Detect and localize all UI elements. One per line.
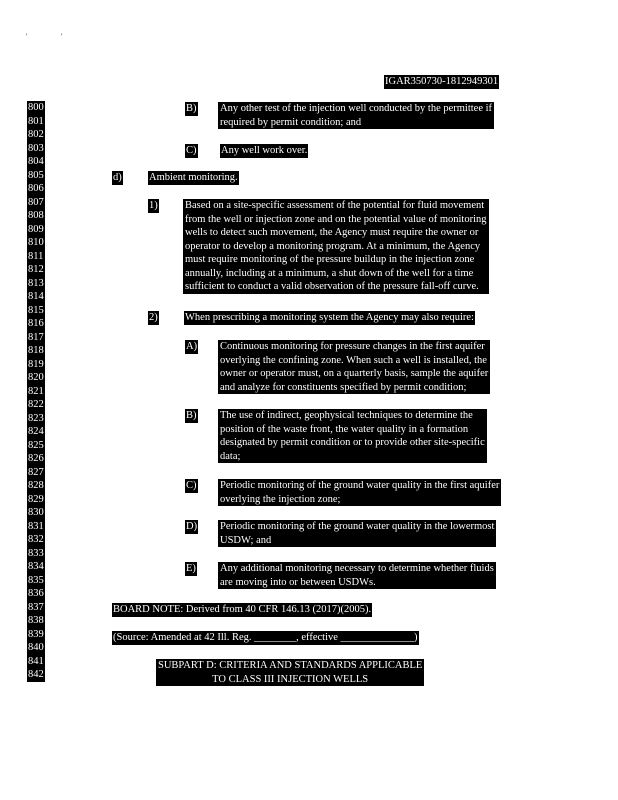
line-number: 812 bbox=[28, 264, 44, 275]
item-text-bb bbox=[218, 409, 487, 463]
line-number: 810 bbox=[28, 237, 44, 248]
line-number: 801 bbox=[28, 115, 44, 127]
line-number: 805 bbox=[28, 169, 44, 181]
item-label-bb: B) bbox=[186, 410, 197, 421]
line-number: 832 bbox=[28, 534, 44, 545]
text-line: data; bbox=[220, 450, 241, 462]
item-label-d2: 2) bbox=[149, 312, 158, 323]
line-number: 816 bbox=[28, 318, 44, 329]
text-line: Continuous monitoring for pressure changes in the first aquifer bbox=[220, 341, 485, 352]
line-number: 814 bbox=[28, 291, 44, 302]
line-number: 831 bbox=[28, 520, 44, 532]
line-number: 833 bbox=[28, 547, 44, 559]
line-number: 811 bbox=[28, 250, 44, 262]
text-line: designated by permit condition or to provide other site-specific bbox=[220, 437, 485, 448]
source-note: (Source: Amended at 42 Ill. Reg. ________, effective ______________) bbox=[113, 632, 418, 643]
line-number: 821 bbox=[28, 385, 44, 397]
line-number: 836 bbox=[28, 588, 44, 599]
line-number: 817 bbox=[28, 331, 44, 343]
item-label-e: E) bbox=[186, 563, 196, 574]
line-number: 815 bbox=[28, 304, 44, 316]
line-number: 808 bbox=[28, 210, 44, 221]
text-line: from the well or injection zone and on the potential value of monitoring bbox=[185, 213, 487, 225]
line-number: 837 bbox=[28, 601, 44, 613]
item-text-a bbox=[218, 340, 490, 394]
line-number: 807 bbox=[28, 196, 44, 208]
text-line: are moving into or between USDWs. bbox=[220, 576, 376, 588]
line-number: 818 bbox=[28, 345, 44, 356]
text-line: annually, including at a minimum, a shut down of the well for a time bbox=[185, 267, 474, 279]
text-line: Periodic monitoring of the ground water quality in the first aquifer bbox=[220, 480, 500, 491]
line-number: 822 bbox=[28, 399, 44, 410]
line-number: 823 bbox=[28, 412, 44, 424]
line-number: 842 bbox=[28, 669, 44, 680]
item-text-d1 bbox=[183, 199, 489, 294]
item-text-dd bbox=[218, 520, 496, 547]
line-number: 841 bbox=[28, 655, 44, 667]
item-text-cc bbox=[218, 479, 501, 506]
text-line: position of the waste front, the water quality in a formation bbox=[220, 423, 469, 435]
line-number: 839 bbox=[28, 628, 44, 640]
text-line: Any other test of the injection well conducted by the permittee if bbox=[220, 103, 493, 114]
item-text-c: Any well work over. bbox=[221, 145, 308, 156]
line-number-column bbox=[27, 101, 45, 682]
item-label-d1: 1) bbox=[149, 200, 158, 211]
item-label-c: C) bbox=[186, 145, 197, 156]
text-line: owner or operator must, on a quarterly basis, sample the aquifer bbox=[220, 368, 489, 379]
line-number: 802 bbox=[28, 129, 44, 140]
item-label-dd: D) bbox=[186, 521, 198, 532]
line-number: 819 bbox=[28, 358, 44, 370]
line-number: 840 bbox=[28, 642, 44, 653]
text-line: and analyze for constituents specified by permit condition; bbox=[220, 381, 467, 393]
board-note: BOARD NOTE: Derived from 40 CFR 146.13 (2017)(2005). bbox=[113, 604, 372, 615]
text-line: Based on a site-specific assessment of the potential for fluid movement bbox=[185, 200, 485, 211]
line-number: 838 bbox=[28, 615, 44, 626]
text-line: required by permit condition; and bbox=[220, 116, 362, 128]
item-text-e bbox=[218, 562, 496, 589]
line-number: 813 bbox=[28, 277, 44, 289]
heading-line: SUBPART D: CRITERIA AND STANDARDS APPLICABLE bbox=[158, 660, 423, 671]
line-number: 820 bbox=[28, 372, 44, 383]
item-label-b: B) bbox=[186, 103, 197, 114]
text-line: The use of indirect, geophysical techniques to determine the bbox=[220, 410, 473, 421]
line-number: 824 bbox=[28, 426, 44, 437]
text-line: Any additional monitoring necessary to determine whether fluids bbox=[220, 563, 494, 574]
item-text-d2: When prescribing a monitoring system the Agency may also require: bbox=[185, 312, 474, 323]
item-text-d: Ambient monitoring. bbox=[149, 172, 238, 183]
text-line: must require monitoring of the pressure buildup in the injection zone bbox=[185, 254, 475, 265]
line-number: 806 bbox=[28, 183, 44, 194]
text-line: overlying the injection zone; bbox=[220, 493, 341, 505]
heading-line: TO CLASS III INJECTION WELLS bbox=[212, 673, 369, 685]
line-number: 809 bbox=[28, 223, 44, 235]
item-label-cc: C) bbox=[186, 480, 197, 491]
text-line: operator to develop a monitoring program. At a minimum, the Agency bbox=[185, 240, 481, 252]
text-line: overlying the confining zone. When such a well is installed, the bbox=[220, 354, 487, 366]
text-line: Periodic monitoring of the ground water quality in the lowermost bbox=[220, 521, 495, 532]
line-number: 803 bbox=[28, 142, 44, 154]
speck-mark: ' bbox=[26, 32, 28, 41]
line-number: 827 bbox=[28, 466, 44, 478]
line-number: 828 bbox=[28, 480, 44, 491]
line-number: 830 bbox=[28, 507, 44, 518]
subpart-heading bbox=[156, 659, 424, 686]
line-number: 800 bbox=[28, 102, 44, 113]
text-line: wells to detect such movement, the Agency must require the owner or bbox=[185, 227, 479, 238]
line-number: 825 bbox=[28, 439, 44, 451]
item-text-b bbox=[218, 102, 494, 129]
text-line: sufficient to conduct a valid observation of the pressure fall-off curve. bbox=[185, 281, 479, 292]
speck-mark: ' bbox=[61, 32, 63, 41]
text-line: USDW; and bbox=[220, 534, 272, 546]
item-label-d: d) bbox=[113, 172, 122, 183]
line-number: 804 bbox=[28, 156, 44, 167]
line-number: 834 bbox=[28, 561, 44, 572]
item-label-a: A) bbox=[186, 341, 198, 352]
line-number: 829 bbox=[28, 493, 44, 505]
document-id: IGAR350730-1812949301 bbox=[385, 76, 499, 87]
line-number: 826 bbox=[28, 453, 44, 464]
line-number: 835 bbox=[28, 574, 44, 586]
